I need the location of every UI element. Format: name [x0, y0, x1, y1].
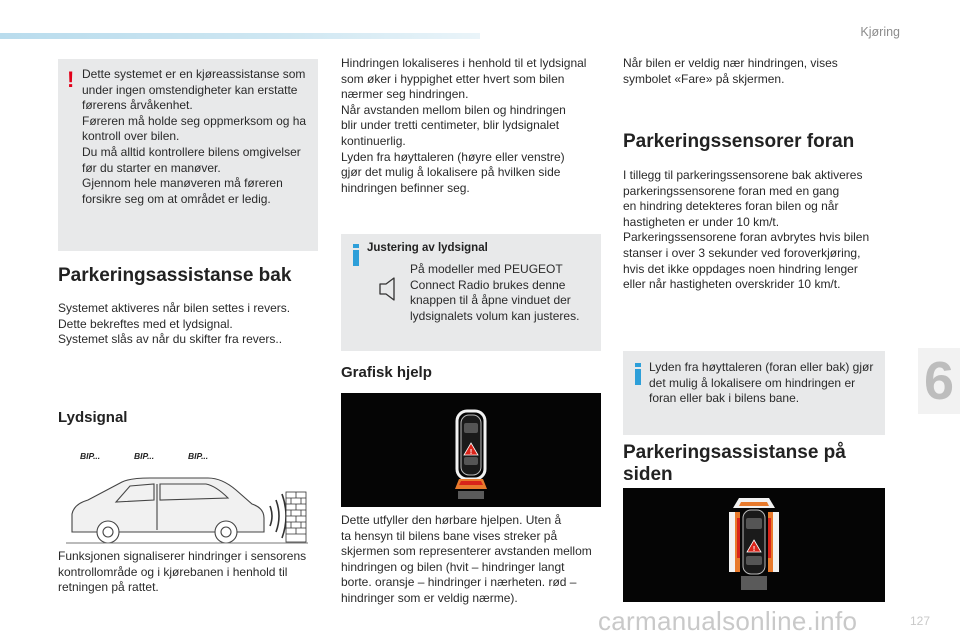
side-zone-left — [729, 512, 740, 572]
volume-info-box — [341, 234, 601, 351]
rear-assist-title: Parkeringsassistanse bak — [58, 265, 292, 286]
volume-box-title: Justering av lydsignal — [367, 242, 488, 254]
visual-aid-screen-image — [341, 393, 601, 507]
sound-waves-icon — [270, 494, 286, 538]
watermark: carmanualsonline.info — [598, 606, 858, 636]
speaker-info-box — [623, 351, 885, 435]
front-orange-zone — [739, 502, 769, 506]
svg-text:!: ! — [469, 449, 473, 456]
warning-text: Dette systemet er en kjøreassistanse som under ingen omstendigheter kan erstatte førerens årvåkenhet. Føreren må holde seg oppmerksom og ha kontroll over bilen. Du må alltid kontrollere bilens omgivelser før du starter en manøver. Gjennom hele manøveren må føreren forsikre seg om at området er ledig. — [82, 67, 307, 206]
svg-text:!: ! — [752, 546, 756, 553]
visual-aid-text: Dette utfyller den hørbare hjelpen. Uten å ta hensyn til bilens bane vises streker på skjermen som representerer avstanden mellom hindringen og bilen (hvit – hindringer langt borte. oransje – hindringer i nærheten. rød – hindringer som er veldig nærme). — [341, 513, 592, 605]
sound-signal-title: Lydsignal — [58, 409, 128, 426]
rear-assist-text: Systemet aktiveres når bilen settes i revers. Dette bekreftes med et lydsignal. Systemet slås av når du skifter fra revers.. — [58, 301, 291, 347]
volume-box-text: På modeller med PEUGEOT Connect Radio brukes denne knappen til å åpne vinduet der lydsignalets volum kan justeres. — [410, 262, 580, 323]
car-side-icon — [72, 478, 264, 543]
chapter-title: Kjøring — [860, 25, 900, 39]
red-distance-zone — [459, 481, 483, 485]
rear-grey-zone — [741, 576, 767, 590]
grey-distance-zone — [458, 491, 484, 499]
chapter-number-tab: 6 — [918, 348, 960, 414]
danger-symbol-text: Når bilen er veldig nær hindringen, vises symbolet «Fare» på skjermen. — [623, 56, 838, 86]
sound-signal-text: Funksjonen signaliserer hindringer i sensorens kontrollområde og i kjørebanen i henhold til retningen på rattet. — [58, 549, 307, 595]
speaker-box-text: Lyden fra høyttaleren (foran eller bak) gjør det mulig å lokalisere om hindringen er foran eller bak i bilens bane. — [649, 360, 874, 406]
visual-aid-title: Grafisk hjelp — [341, 364, 432, 381]
front-sensors-text: I tillegg til parkeringssensorene bak aktiveres parkeringssensorene foran med en gang en hindring detekteres foran bilen og når hastigheten er under 10 km/t. Parkeringssensorene foran avbrytes hvis bilen stanser i over 3 sekunder ved foroverkjøring, hvis det ikke oppdages noen hindring lenger eller når hastigheten overskrider 10 km/t. — [623, 168, 870, 292]
car-sound-illustration — [58, 440, 320, 544]
info-icon — [350, 244, 362, 266]
beep-label: BIP... — [188, 451, 209, 461]
info-icon — [632, 363, 644, 385]
warning-exclamation-icon: ! — [67, 67, 75, 92]
header-accent-bar — [0, 33, 480, 39]
obstacle-location-text: Hindringen lokaliseres i henhold til et lydsignal som øker i hyppighet etter hvert som bilen nærmer seg hindringen. Når avstanden mellom bilen og hindringen blir under tretti centimeter, blir lydsignalet kontinuerlig. Lyden fra høyttaleren (høyre eller venstre) gjør det mulig å lokalisere på hvilken side hindringen befinner seg. — [341, 56, 587, 195]
front-sensors-title: Parkeringssensorer foran — [623, 131, 855, 152]
warning-box — [58, 59, 318, 251]
side-assist-title: Parkeringsassistanse på siden — [623, 442, 846, 485]
brick-wall-icon — [286, 492, 306, 542]
side-zone-right — [768, 512, 779, 572]
beep-label: BIP... — [80, 451, 101, 461]
page-number: 127 — [909, 614, 930, 628]
side-assist-screen-image — [623, 488, 885, 602]
speaker-volume-icon — [377, 276, 399, 302]
beep-label: BIP... — [134, 451, 155, 461]
